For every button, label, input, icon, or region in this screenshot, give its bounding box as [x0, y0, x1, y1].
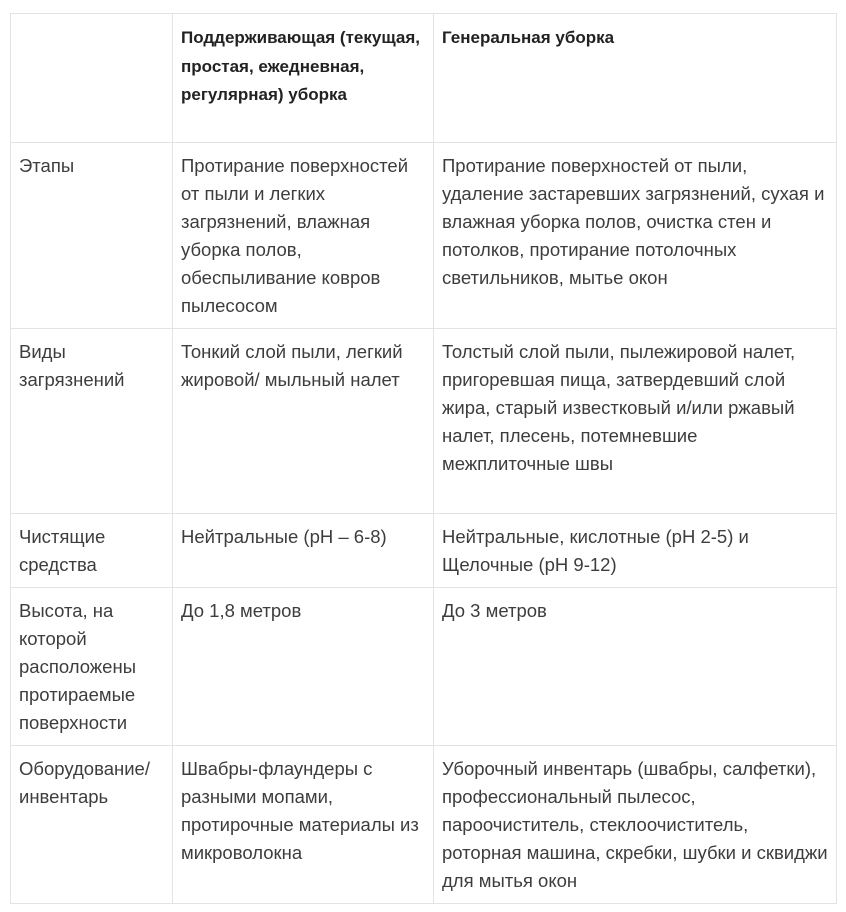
header-general-cleaning: Генеральная уборка — [434, 14, 837, 143]
row-label: Этапы — [11, 143, 173, 329]
maintenance-cell: Протирание поверхностей от пыли и легких загрязнений, влажная уборка полов, обеспыливание ковров пылесосом — [173, 143, 434, 329]
maintenance-cell: Швабры-флаундеры с разными мопами, протирочные материалы из микроволокна — [173, 746, 434, 904]
header-maintenance-cleaning: Поддерживающая (текущая, простая, ежедневная, регулярная) уборка — [173, 14, 434, 143]
row-label: Оборудование/ инвентарь — [11, 746, 173, 904]
general-cell: Протирание поверхностей от пыли, удаление застаревших загрязнений, сухая и влажная уборка полов, очистка стен и потолков, протирание потолочных светильников, мытье окон — [434, 143, 837, 329]
general-cell: Толстый слой пыли, пылежировой налет, пригоревшая пища, затвердевший слой жира, старый известковый и/или ржавый налет, плесень, потемневшие межплиточные швы — [434, 329, 837, 514]
table-row — [11, 329, 837, 514]
cleaning-comparison-table — [10, 13, 837, 904]
row-label: Чистящие средства — [11, 514, 173, 588]
general-cell: Уборочный инвентарь (швабры, салфетки), профессиональный пылесос, пароочиститель, стеклоочиститель, роторная машина, скребки, шубки и сквиджи для мытья окон — [434, 746, 837, 904]
maintenance-cell: До 1,8 метров — [173, 588, 434, 746]
general-cell: Нейтральные, кислотные (рН 2-5) и Щелочные (рН 9-12) — [434, 514, 837, 588]
table-row — [11, 746, 837, 904]
general-cell: До 3 метров — [434, 588, 837, 746]
row-label: Виды загрязнений — [11, 329, 173, 514]
table-header-row — [11, 14, 837, 143]
table-row — [11, 514, 837, 588]
header-empty-cell — [11, 14, 173, 143]
maintenance-cell: Нейтральные (рН – 6-8) — [173, 514, 434, 588]
maintenance-cell: Тонкий слой пыли, легкий жировой/ мыльный налет — [173, 329, 434, 514]
table-row — [11, 588, 837, 746]
table-row — [11, 143, 837, 329]
row-label: Высота, на которой расположены протираемые поверхности — [11, 588, 173, 746]
